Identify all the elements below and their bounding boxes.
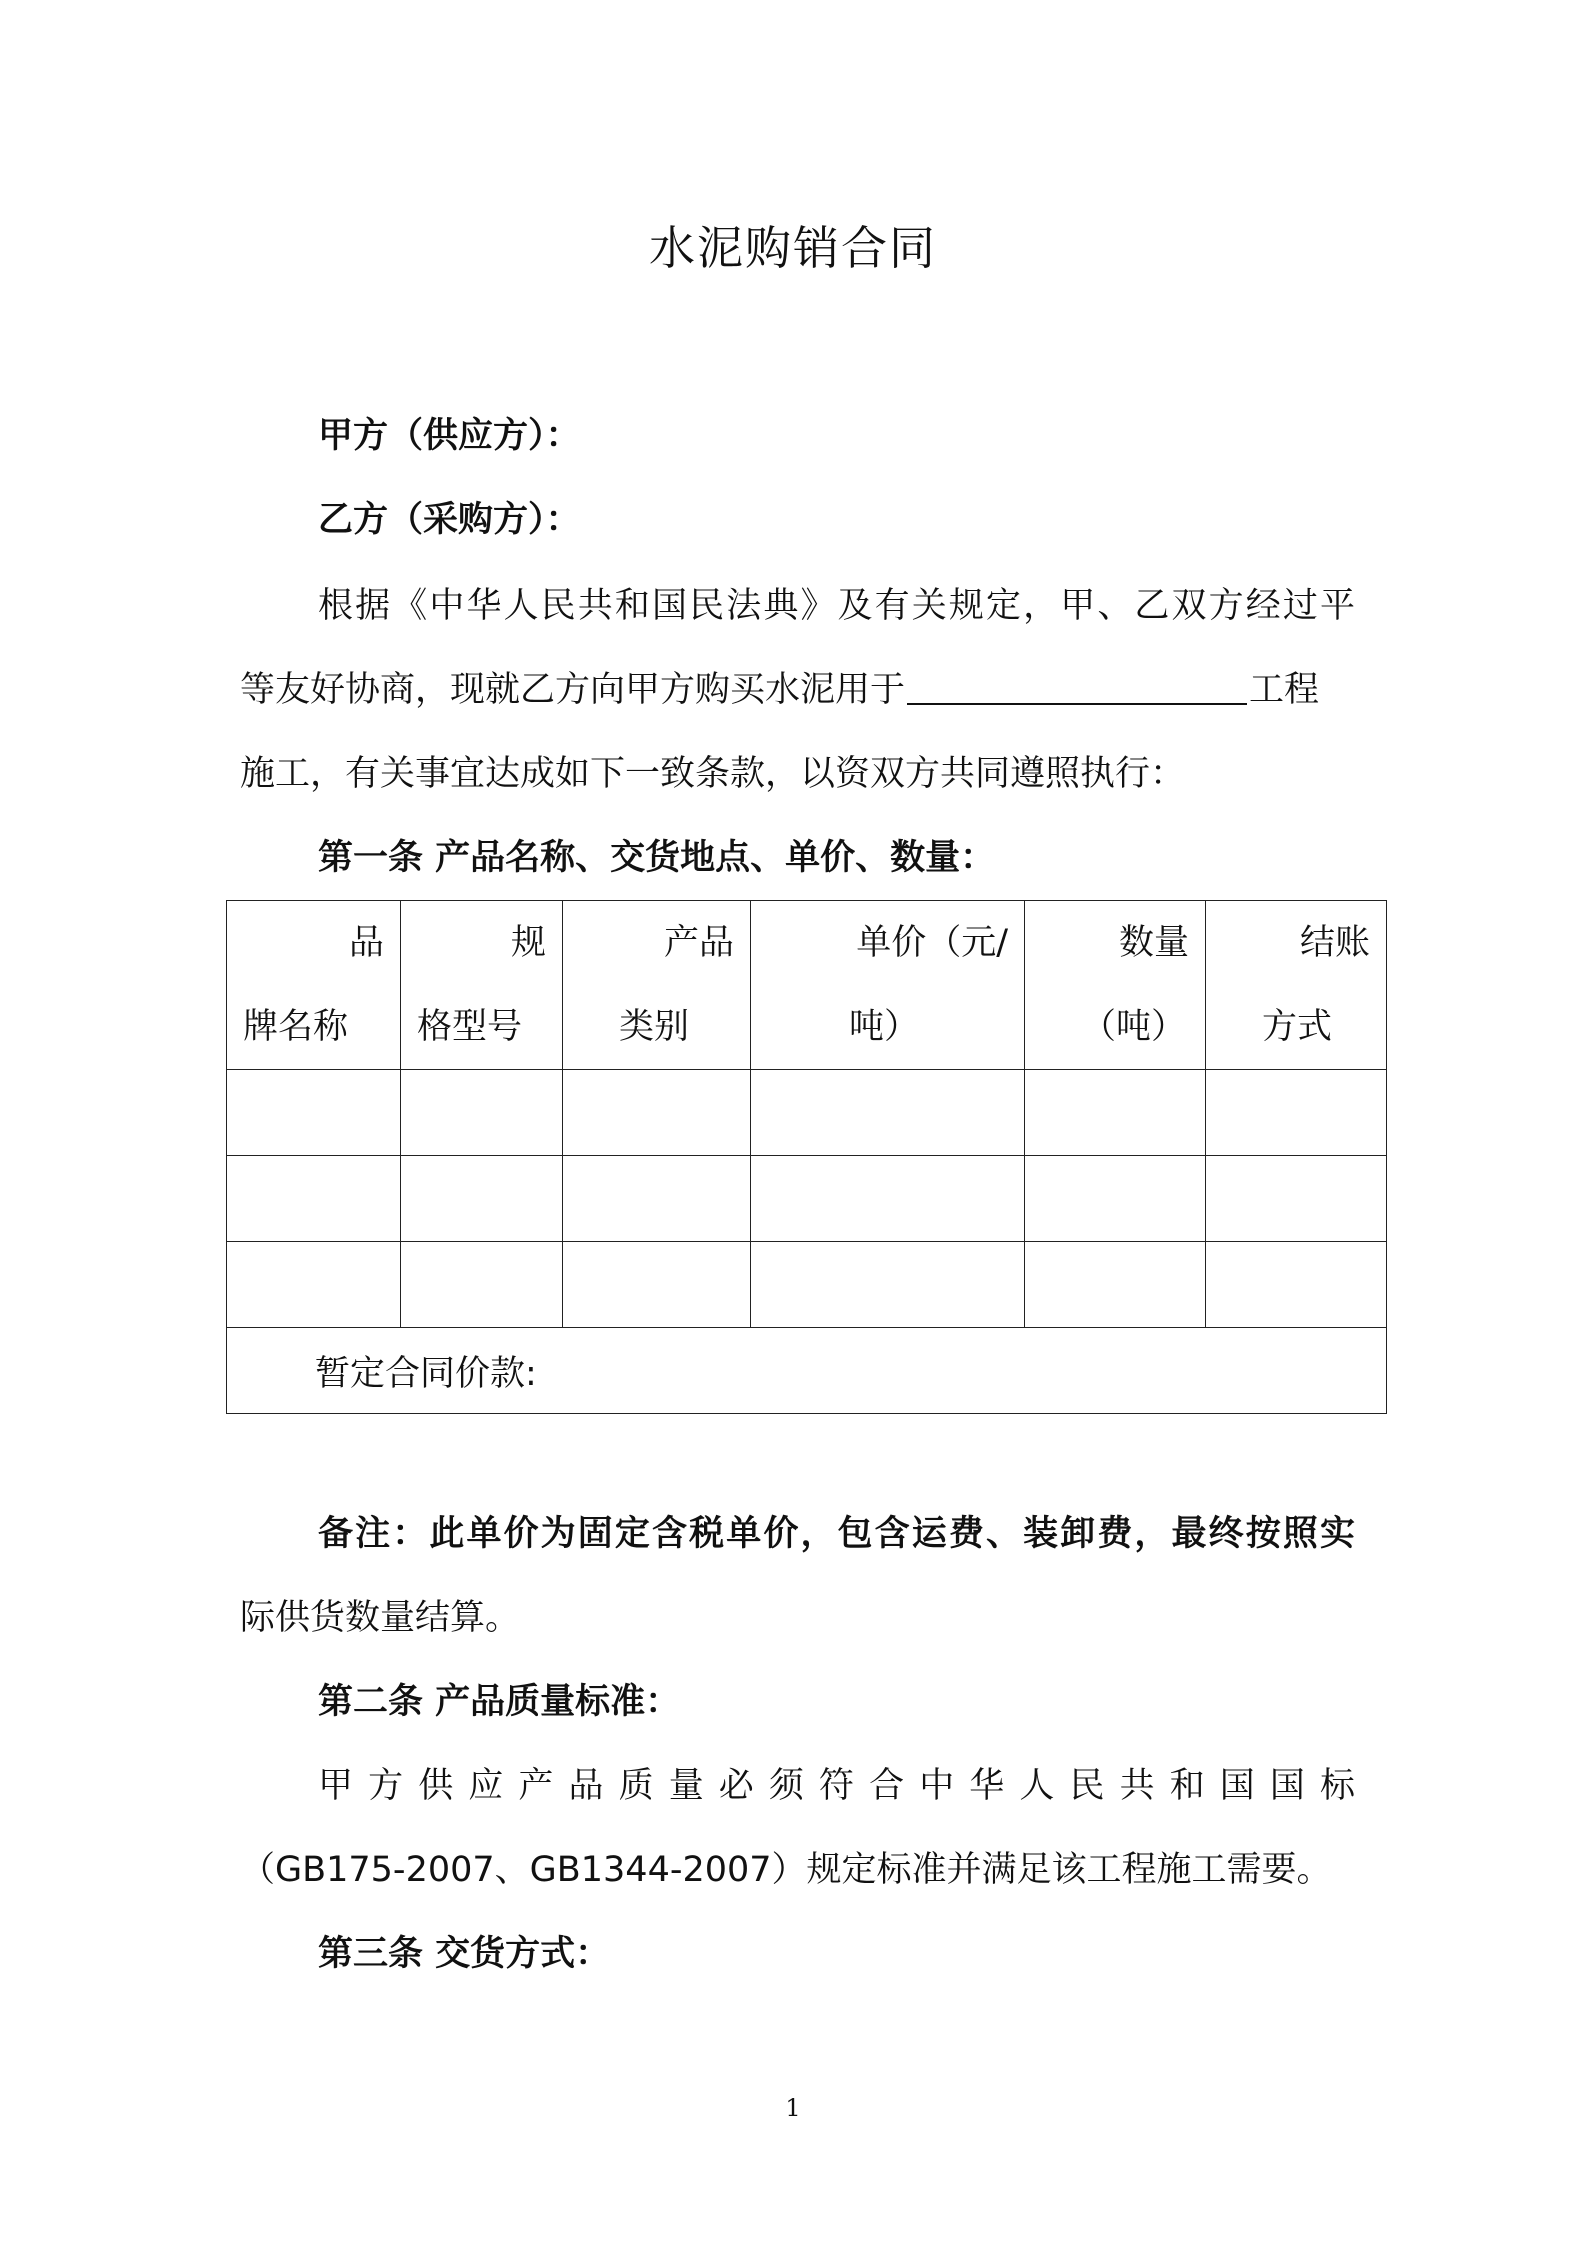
table-row [227,1156,1387,1242]
table-cell [1206,1242,1387,1328]
table-cell [1206,1070,1387,1156]
intro-line-2-suffix: 工程 [1249,670,1320,710]
header-settlement-method: 结账 方式 [1206,901,1387,1070]
table-header-row [227,901,1387,1070]
article-2-line-1: 甲方供应产品质量必须符合中华人民共和国国标 [318,1766,1355,1806]
table-cell [563,1156,751,1242]
table-cell [563,1070,751,1156]
table-cell [751,1242,1025,1328]
article-1-heading: 第一条 产品名称、交货地点、单价、数量： [318,838,996,878]
table-cell [1025,1156,1206,1242]
intro-line-2-text: 等友好协商，现就乙方向甲方购买水泥用于 [240,670,906,710]
header-spec-model: 规 格型号 [401,901,563,1070]
header-quantity: 数量 （吨） [1025,901,1206,1070]
table-cell [401,1242,563,1328]
product-table [226,900,1387,1414]
article-3-heading: 第三条 交货方式： [318,1934,611,1974]
table-cell [751,1156,1025,1242]
provisional-contract-price-label: 暂定合同价款: [227,1328,1387,1414]
table-cell [1206,1156,1387,1242]
table-cell [751,1070,1025,1156]
header-brand-name: 品 牌名称 [227,901,401,1070]
table-cell [227,1156,401,1242]
party-a-label: 甲方（供应方）： [318,416,581,456]
article-2-heading: 第二条 产品质量标准： [318,1682,681,1722]
header-product-category: 产品 类别 [563,901,751,1070]
table-cell [1025,1242,1206,1328]
table-cell [227,1242,401,1328]
table-row [227,1070,1387,1156]
party-b-label: 乙方（采购方）： [318,500,581,540]
table-cell [401,1070,563,1156]
table-row [227,1242,1387,1328]
table-cell [401,1156,563,1242]
header-unit-price: 单价（元/ 吨） [751,901,1025,1070]
intro-line-2 [240,666,1355,714]
intro-line-1: 根据《中华人民共和国民法典》及有关规定，甲、乙双方经过平 [318,586,1355,626]
page-number: 1 [785,2094,801,2122]
document-title: 水泥购销合同 [649,221,937,275]
article-2-line-2: （GB175-2007、GB1344-2007）规定标准并满足该工程施工需要。 [240,1850,1332,1890]
table-cell [563,1242,751,1328]
table-total-row [227,1328,1387,1414]
note-line-1: 备注：此单价为固定含税单价，包含运费、装卸费，最终按照实 [318,1514,1355,1554]
table-cell [227,1070,401,1156]
project-name-blank [907,667,1247,705]
table-cell [1025,1070,1206,1156]
intro-line-3: 施工，有关事宜达成如下一致条款，以资双方共同遵照执行： [240,754,1186,794]
note-line-2: 际供货数量结算。 [240,1598,521,1638]
